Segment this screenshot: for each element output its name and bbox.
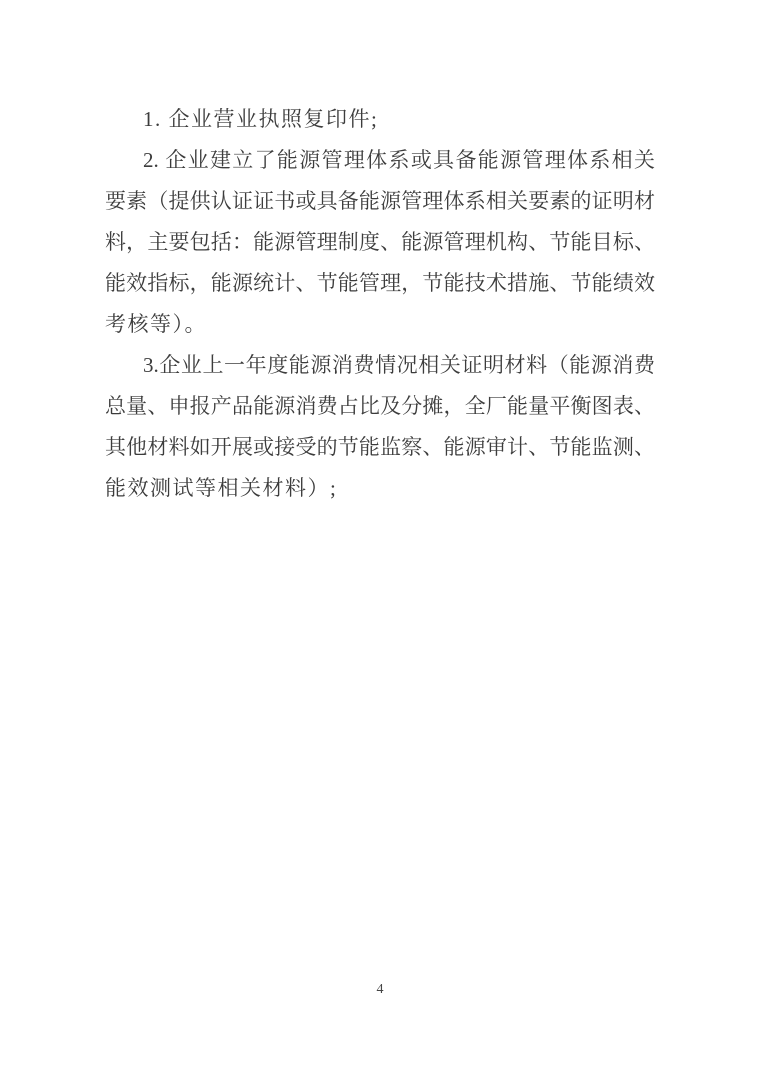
list-item-2-line: 能效指标，能源统计、节能管理，节能技术措施、节能绩效 [105,271,655,295]
document-body [105,99,655,509]
page-number: 4 [376,982,384,997]
list-item-3-line: 能效测试等相关材料）; [105,476,338,500]
list-item-2-line: 料，主要包括：能源管理制度、能源管理机构、节能目标、 [105,230,655,254]
list-item-1-line: 1. 企业营业执照复印件; [143,107,379,131]
list-item-2-line: 考核等）。 [105,312,207,336]
list-item-2-line: 2. 企业建立了能源管理体系或具备能源管理体系相关 [143,148,655,172]
list-item-3-line: 3.企业上一年度能源消费情况相关证明材料（能源消费 [143,353,655,377]
list-item-2-line: 要素（提供认证证书或具备能源管理体系相关要素的证明材 [105,189,655,213]
list-item-3-line: 其他材料如开展或接受的节能监察、能源审计、节能监测、 [105,435,655,459]
list-item-3-line: 总量、申报产品能源消费占比及分摊，全厂能量平衡图表、 [105,394,655,418]
